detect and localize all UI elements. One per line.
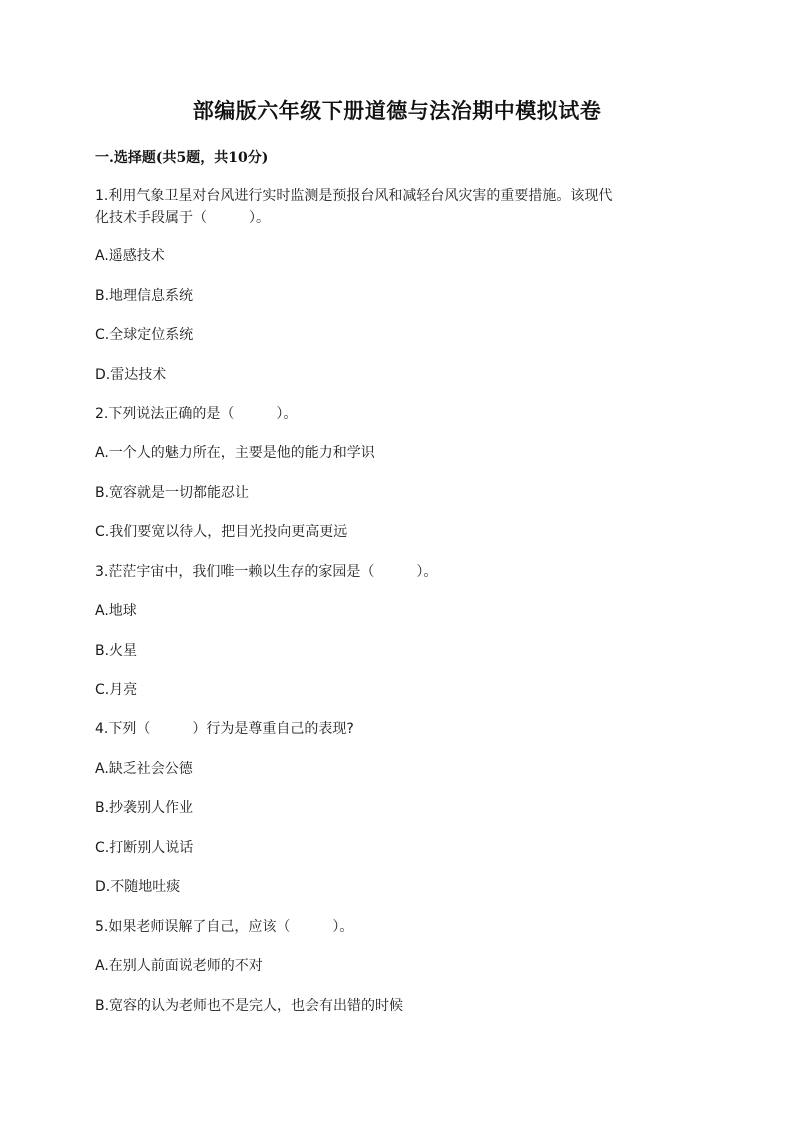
page-title: 部编版六年级下册道德与法治期中模拟试卷 [192,98,602,123]
question-1-option-d: D.雷达技术 [95,367,167,383]
question-1-option-c: C.全球定位系统 [95,327,194,343]
question-3-option-b: B.火星 [95,643,138,659]
question-2-option-b: B.宽容就是一切都能忍让 [95,485,250,501]
question-2-stem: 2.下列说法正确的是（ ）。 [95,406,298,422]
question-4-option-c: C.打断别人说话 [95,840,194,856]
question-4-stem: 4.下列（ ）行为是尊重自己的表现? [95,721,354,737]
question-4-option-b: B.抄袭别人作业 [95,800,194,816]
question-1-stem-line1: 1.利用气象卫星对台风进行实时监测是预报台风和减轻台风灾害的重要措施。该现代 [95,188,613,204]
section-heading: 一.选择题(共5题，共10分) [95,150,269,166]
question-1-option-a: A.遥感技术 [95,248,165,264]
question-3-stem: 3.茫茫宇宙中，我们唯一赖以生存的家园是（ ）。 [95,564,438,580]
question-1-option-b: B.地理信息系统 [95,288,194,304]
question-1-stem-line2: 化技术手段属于（ ）。 [95,210,270,226]
question-5-stem: 5.如果老师误解了自己，应该（ ）。 [95,919,354,935]
question-4-option-a: A.缺乏社会公德 [95,761,193,777]
question-5-option-b: B.宽容的认为老师也不是完人，也会有出错的时候 [95,998,404,1014]
question-2-option-c: C.我们要宽以待人，把目光投向更高更远 [95,524,348,540]
question-3-option-c: C.月亮 [95,682,138,698]
question-2-option-a: A.一个人的魅力所在，主要是他的能力和学识 [95,445,375,461]
question-3-option-a: A.地球 [95,603,137,619]
question-4-option-d: D.不随地吐痰 [95,879,181,895]
question-5-option-a: A.在别人前面说老师的不对 [95,958,263,974]
